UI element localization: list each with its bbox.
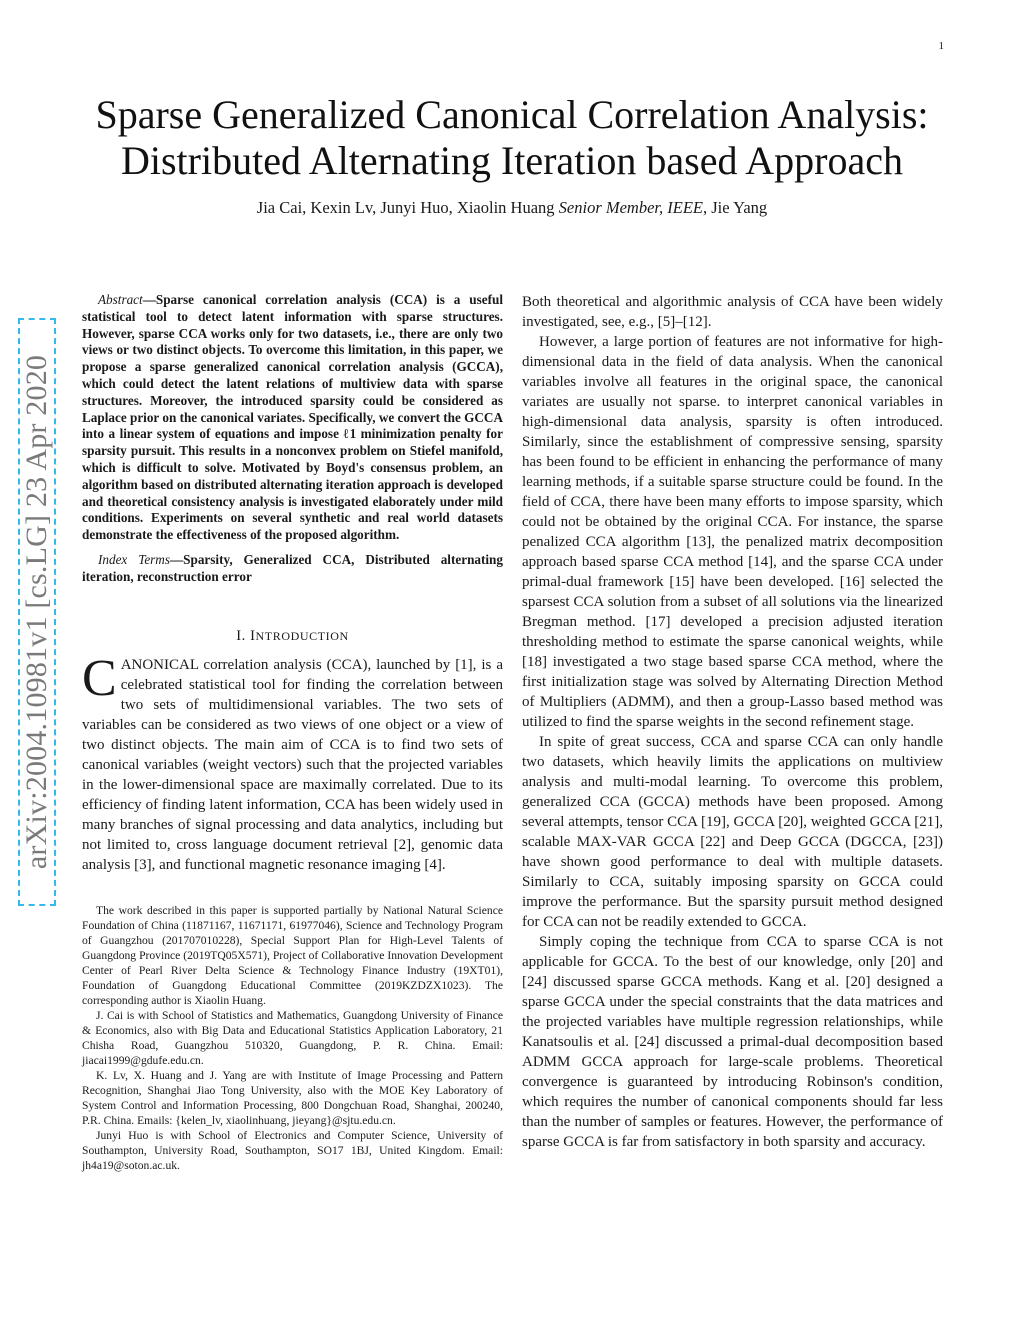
paragraph-gcca: In spite of great success, CCA and sparse CCA can only handle two datasets, which heavily limits the applications on multiview analysis and multi-modal learning. To overcome this problem, generalized CCA (GCCA) methods have been proposed. Among several attempts, tensor CCA [19], GCCA [20], weighted GCCA [21], scalable MAX-VAR GCCA [22] and Deep GCCA (DGCCA, [23]) have shown good performance to deal with multiple datasets. Similarly to CCA, suitably imposing sparsity on GCCA could improve the performance. But the sparsity pursuit method designed for CCA can not be readily extended to GCCA. xyxy=(522,734,943,930)
author-list xyxy=(40,198,984,218)
left-column xyxy=(82,292,503,1173)
section-title-rest: NTRODUCTION xyxy=(255,628,349,643)
intro-paragraph-text: ANONICAL correlation analysis (CCA), launched by [1], is a celebrated statistical tool for finding the correlation between two sets of multidimensional variables. The two sets of variables can be considered as two views of one object or a view of two distinct objects. The main aim of CCA is to find two sets of canonical variables (weight vectors) such that the projected variables in the lower-dimensional space are maximally correlated. Due to its efficiency of finding latent information, CCA has been widely used in many branches of signal processing and data analytics, including but not limited to, cross language document retrieval [2], genomic data analysis [3], and functional magnetic resonance imaging [4]. xyxy=(82,656,503,873)
abstract xyxy=(82,292,503,544)
footnote-affiliation-huo: Junyi Huo is with School of Electronics and Computer Science, University of Southampton, University Road, Southampton, SO17 1BJ, United Kingdom. Email: jh4a19@soton.ac.uk. xyxy=(82,1128,503,1172)
section-number: I. xyxy=(236,627,251,644)
footnote-affiliation-lv-huang-yang: K. Lv, X. Huang and J. Yang are with Institute of Image Processing and Pattern Recognition, Shanghai Jiao Tong University, also with the MOE Key Laboratory of System Control and Information Processing, 800 Dongchuan Road, Shanghai, 200240, P.R. China. Emails: {kelen_lv, xiaolinhuang, jieyang}@sjtu.edu.cn. xyxy=(82,1068,503,1127)
page-number: 1 xyxy=(938,40,944,52)
abstract-text: —Sparse canonical correlation analysis (CCA) is a useful statistical tool to detect latent information with sparse structures. However, sparse CCA works only for two datasets, i.e., there are only two views or two distinct objects. To overcome this limitation, in this paper, we propose a sparse generalized canonical correlation analysis (GCCA), which could detect the latent relations of multiview data with sparse structures. Moreover, the introduced sparsity could be considered as Laplace prior on the canonical variates. Specifically, we convert the GCCA into a linear system of equations and impose ℓ1 minimization penalty for sparsity pursuit. This results in a nonconvex problem on Stiefel manifold, which is difficult to solve. Motivated by Boyd's consensus problem, an algorithm based on distributed alternating iteration approach is developed and theoretical consistency analysis is investigated elaborately under mild conditions. Experiments on several synthetic and real world datasets demonstrate the effectiveness of the proposed algorithm. xyxy=(82,292,503,543)
abstract-label: Abstract xyxy=(98,292,143,307)
index-terms xyxy=(82,552,503,586)
authors-tail: , Jie Yang xyxy=(703,198,768,217)
paragraph-sparsity: However, a large portion of features are not informative for high-dimensional data in the field of data analysis. When the canonical variables involve all features in the original space, the canonical variates are usually not sparse. to interpret canonical variables in high-dimensional data analysis, sparsity is often introduced. Similarly, since the establishment of compressive sensing, sparsity has been found to be efficient in enhancing the performance of many learning methods, if a suitable sparse structure could be found. In the field of CCA, there have been many efforts to impose sparsity, which could not be obtained by the original CCA. For instance, the sparse penalized CCA algorithm [13], the penalized matrix decomposition approach based sparse CCA method [14], and the sparse CCA under primal-dual framework [15] have been developed. [16] selected the sparsest CCA solution from a subset of all solutions via the linearized Bregman method. [17] developed a precision adjusted iteration thresholding method to estimate the sparse canonical weights, while [18] investigated a two stage based sparse CCA method, where the first initialization stage was solved by Alternating Direction Method of Multipliers (ADMM), and then a group-Lasso based method was utilized to find the sparse weights in the second refinement stage. xyxy=(522,334,943,730)
footnote-affiliation-cai: J. Cai is with School of Statistics and Mathematics, Guangdong University of Finance & Economics, also with Big Data and Educational Statistics Application Laboratory, 21 Chisha Road, Guangzhou 510320, Guangdong, P. R. China. Email: jiacai1999@gdufe.edu.cn. xyxy=(82,1008,503,1067)
title-line-2: Distributed Alternating Iteration based Approach xyxy=(120,138,903,183)
authors-member: Senior Member, IEEE xyxy=(558,198,703,217)
right-column xyxy=(522,292,943,1152)
arxiv-stamp[interactable] xyxy=(18,318,56,906)
paragraph-theory: Both theoretical and algorithmic analysis of CCA have been widely investigated, see, e.g., [5]–[12]. xyxy=(522,294,943,330)
arxiv-stamp-text: arXiv:2004.10981v1 [cs.LG] 23 Apr 2020 xyxy=(20,354,53,870)
section-first-letter: I xyxy=(250,627,256,644)
authors-main: Jia Cai, Kexin Lv, Junyi Huo, Xiaolin Huang xyxy=(256,198,559,217)
paragraph-sparse-gcca: Simply coping the technique from CCA to sparse CCA is not applicable for GCCA. To the best of our knowledge, only [20] and [24] discussed sparse GCCA methods. Kang et al. [20] designed a sparse GCCA under the special constraints that the data matrices and the projected variables have multiple regression relationships, while Kanatsoulis et al. [24] discussed a primal-dual decomposition based ADMM GCCA approach for large-scale problems. Theoretical convergence is guaranteed by introducing Robinson's condition, which requires the number of canonical components should far less than the number of samples or features. However, the performance of sparse GCCA is far from satisfactory in both sparsity and accuracy. xyxy=(522,934,943,1150)
section-heading-introduction xyxy=(82,628,503,645)
index-terms-text: —Sparsity, Generalized CCA, Distributed alternating iteration, reconstruction error xyxy=(82,551,503,584)
intro-paragraph xyxy=(82,649,503,875)
index-terms-label: Index Terms xyxy=(98,551,170,567)
paper-title xyxy=(40,92,984,184)
title-line-1: Sparse Generalized Canonical Correlation Analysis: xyxy=(95,92,929,137)
footnotes xyxy=(82,903,503,1173)
drop-cap: C xyxy=(82,649,117,707)
footnote-funding: The work described in this paper is supported partially by National Natural Science Foundation of China (11871167, 11671171, 61977046), Science and Technology Program of Guangzhou (201707010228), Special Support Plan for High-Level Talents of Guangdong Province (2019TQ05X571), Project of Collaborative Innovation Development Center of Pearl River Delta Science & Technology Finance Industry (19XT01), Foundation of Guangdong Educational Committee (2019KZDZX1023). The corresponding author is Xiaolin Huang. xyxy=(82,903,503,1007)
